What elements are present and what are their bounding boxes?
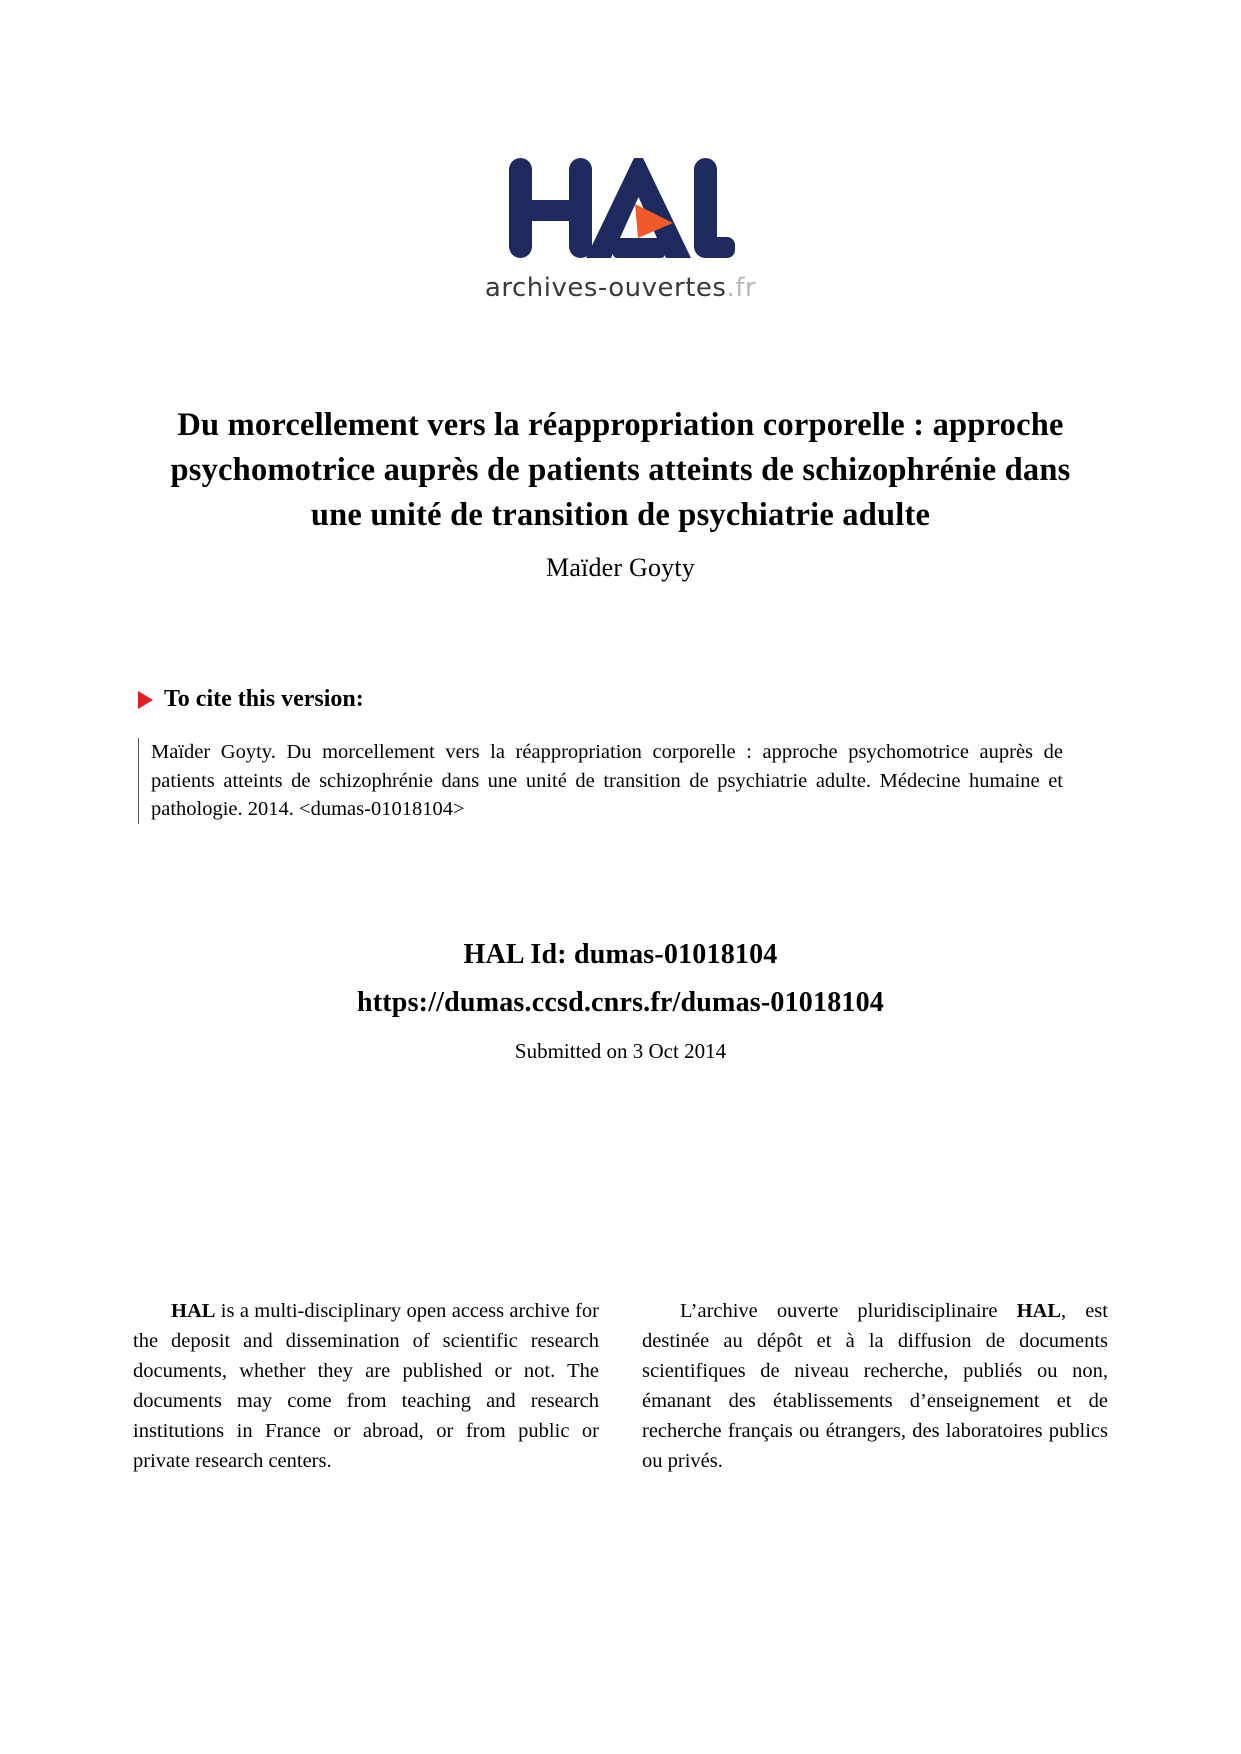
footer-right-pre: L’archive ouverte pluridisciplinaire: [680, 1300, 1017, 1322]
footer-column-french: [642, 1296, 1108, 1476]
triangle-bullet-icon: [138, 691, 153, 709]
hal-logo-subtitle-main: archives-ouvertes: [484, 273, 727, 303]
citation-reference: Maïder Goyty. Du morcellement vers la réappropriation corporelle : approche psychomotrice auprès de patients atteints de schizophrénie dans une unité de transition de psychiatrie adulte. Médecine humaine et pathologie. 2014. <dumas-01018104>: [138, 738, 1063, 824]
hal-url-link[interactable]: https://dumas.ccsd.cnrs.fr/dumas-01018104: [356, 986, 884, 1018]
footer-left-lead: HAL: [171, 1300, 216, 1322]
submitted-date: Submitted on 3 Oct 2014: [514, 1038, 727, 1063]
footer-column-english: [133, 1296, 599, 1476]
footer-left-text: is a multi-disciplinary open access archive for the deposit and dissemination of scientific research documents, whether they are published or not. The documents may come from teaching and research institutions in France or abroad, or from public or private research centers.: [133, 1300, 599, 1472]
hal-logo-block: [0, 0, 1241, 303]
page-title: Du morcellement vers la réappropriation corporelle : approche psychomotrice auprès de patients atteints de schizophrénie dans une unité de transition de psychiatrie adulte: [170, 407, 1071, 533]
footer-right-text: , est destinée au dépôt et à la diffusion de documents scientifiques de niveau recherche, publiés ou non, émanant des établissements d’enseignement et de recherche français ou étrangers, des laboratoires publics ou privés.: [642, 1300, 1108, 1472]
cite-version-heading-label: To cite this version:: [164, 686, 364, 712]
author-name: Maïder Goyty: [546, 553, 695, 582]
hal-logo-subtitle-tld: .fr: [726, 273, 757, 303]
hal-logo-subtitle: [0, 273, 1241, 303]
footer-columns: [133, 1296, 1108, 1476]
footer-right-lead: HAL: [1016, 1300, 1061, 1322]
cite-version-heading: [0, 583, 1241, 713]
hal-id: HAL Id: dumas-01018104: [463, 938, 778, 970]
hal-logo-icon: [505, 150, 737, 262]
